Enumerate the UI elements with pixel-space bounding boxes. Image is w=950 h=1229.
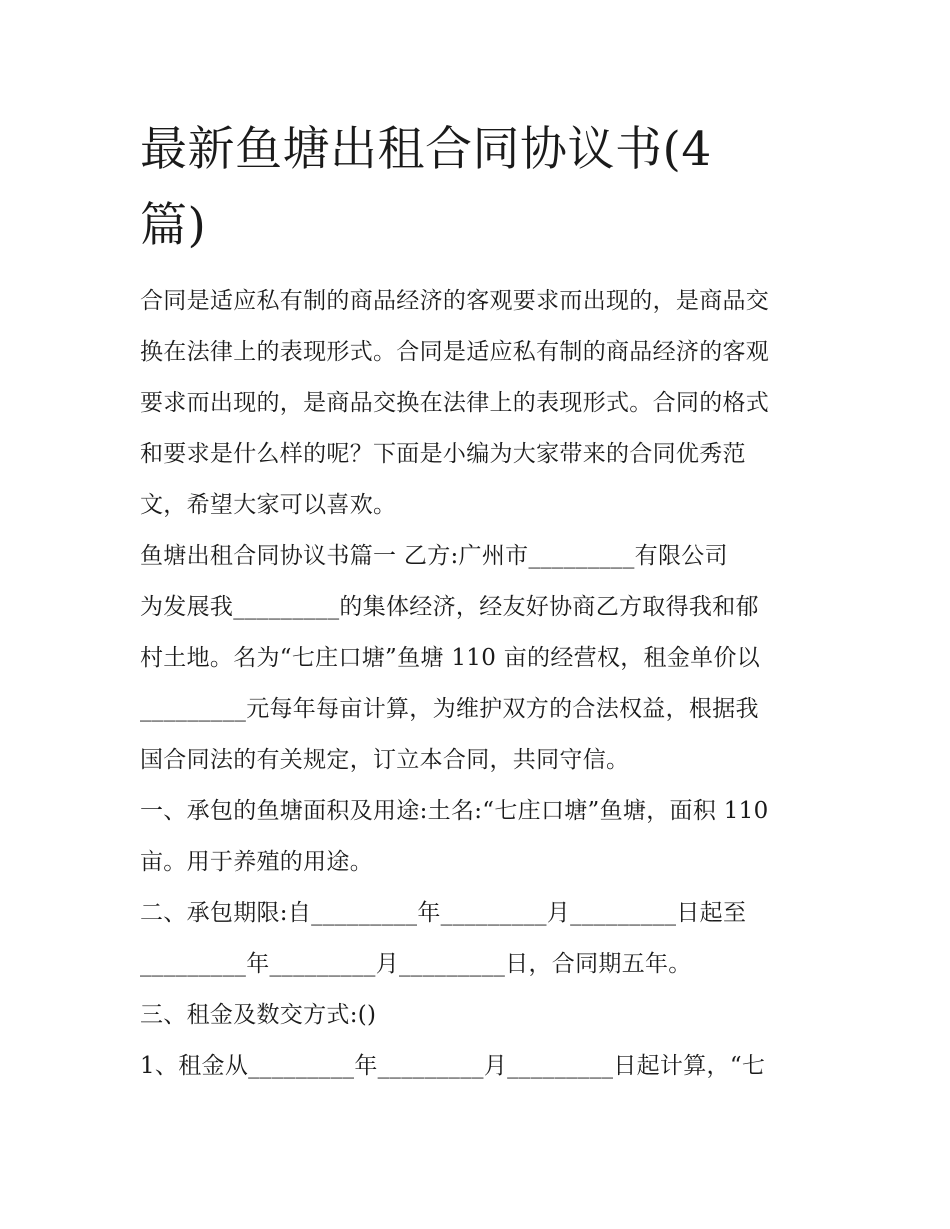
text-line: 鱼塘出租合同协议书篇一 乙方:广州市_________有限公司: [140, 543, 728, 569]
text-line: 文，希望大家可以喜欢。: [140, 492, 397, 518]
text-line: 国合同法的有关规定，订立本合同，共同守信。: [140, 747, 630, 773]
clause-term: [140, 888, 820, 990]
text-line: _________元每年每亩计算，为维护双方的合法权益，根据我: [140, 696, 759, 722]
text-line: _________年_________月_________日，合同期五年。: [140, 951, 692, 977]
text-line: 1、租金从_________年_________月_________日起计算，“七: [140, 1053, 766, 1079]
text-line: 亩。用于养殖的用途。: [140, 849, 373, 875]
text-line: 要求而出现的，是商品交换在法律上的表现形式。合同的格式: [140, 390, 770, 416]
text-line: 合同是适应私有制的商品经济的客观要求而出现的，是商品交: [140, 288, 770, 314]
clause-rent-item-one: [140, 1041, 820, 1092]
text-line: 一、承包的鱼塘面积及用途:土名:“七庄口塘”鱼塘，面积 110: [140, 798, 769, 824]
text-line: 为发展我_________的集体经济，经友好协商乙方取得我和郁: [140, 594, 759, 620]
title-line: 篇): [140, 198, 207, 253]
title-line: 最新鱼塘出租合同协议书(4: [140, 122, 712, 177]
document-title: [140, 112, 820, 264]
text-line: 三、租金及数交方式:(): [140, 1002, 377, 1028]
text-line: 换在法律上的表现形式。合同是适应私有制的商品经济的客观: [140, 339, 770, 365]
intro-paragraph: [140, 276, 820, 531]
clause-rent-payment: [140, 990, 820, 1041]
text-line: 和要求是什么样的呢？下面是小编为大家带来的合同优秀范: [140, 441, 746, 467]
section-one-paragraph: [140, 531, 820, 786]
text-line: 二、承包期限:自_________年_________月_________日起至: [140, 900, 747, 926]
clause-area-and-use: [140, 786, 820, 888]
document-body: [140, 276, 820, 1092]
text-line: 村土地。名为“七庄口塘”鱼塘 110 亩的经营权，租金单价以: [140, 645, 761, 671]
